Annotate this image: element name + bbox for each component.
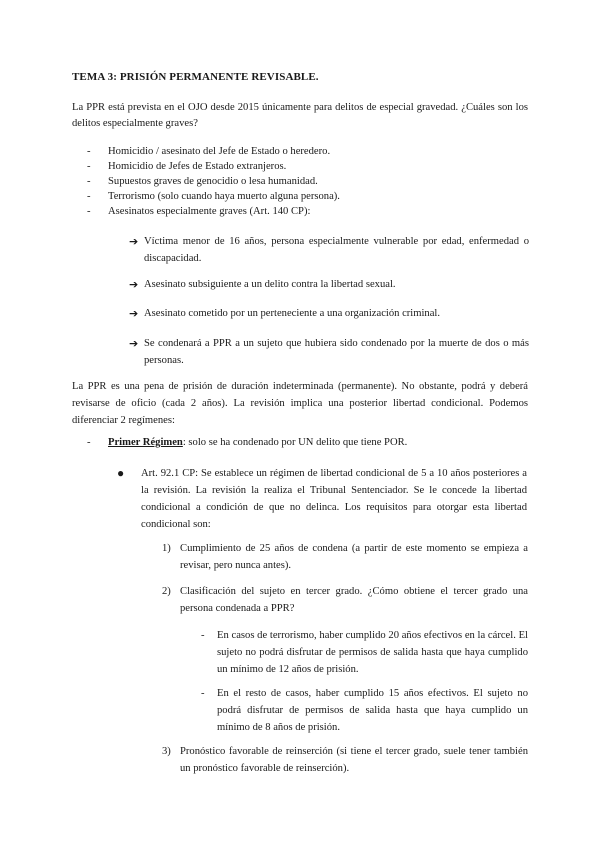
list-item xyxy=(87,144,507,159)
ppr-paragraph: La PPR es una pena de prisión de duración indeterminada (permanente). No obstante, podrá y deberá revisarse de oficio (cada 2 años). La revisión implica una posterior libertad condicional. Podemos diferenciar 2 regímenes: xyxy=(72,381,528,426)
primer-regimen xyxy=(87,437,527,448)
dash-marker: - xyxy=(87,161,91,172)
list-item-text: Asesinatos especialmente graves (Art. 140 CP): xyxy=(108,206,311,217)
requisito-item xyxy=(162,583,528,617)
requisito-number: 1) xyxy=(162,543,171,554)
list-item xyxy=(129,276,529,293)
requisito-text: Pronóstico favorable de reinserción (si tiene el tercer grado, suele tener también un pronóstico favorable de reinserción). xyxy=(180,746,528,774)
list-item xyxy=(87,159,507,174)
requisito-text: Clasificación del sujeto en tercer grado. ¿Cómo obtiene el tercer grado una persona condenada a PPR? xyxy=(180,586,528,614)
art-text: Art. 92.1 CP: Se establece un régimen de libertad condicional de 5 a 10 años posteriores a la revisión. La revisión la realiza el Tribunal Sentenciador. Se le concede la libertad condicional a condición de que no delinca. Los requisitos para otorgar esta libertad condicional son: xyxy=(141,468,527,530)
page-title: TEMA 3: PRISIÓN PERMANENTE REVISABLE. xyxy=(72,71,319,83)
dash-marker: - xyxy=(87,437,91,448)
regimen-label: Primer Régimen xyxy=(108,437,183,448)
list-item-text: Terrorismo (solo cuando haya muerto alguna persona). xyxy=(108,191,340,202)
requisito-number: 2) xyxy=(162,586,171,597)
list-item-text: Homicidio de Jefes de Estado extranjeros. xyxy=(108,161,287,172)
subcaso-text: En el resto de casos, haber cumplido 15 años efectivos. El sujeto no podrá disfrutar de permisos de salida hasta que haya cumplido un mínimo de 8 años de prisión. xyxy=(217,688,528,733)
requisito-item xyxy=(162,743,528,777)
requisito-number: 3) xyxy=(162,746,171,757)
subcaso-item xyxy=(201,685,528,736)
delitos-list xyxy=(87,144,507,219)
dash-marker: - xyxy=(87,146,91,157)
regimen-text xyxy=(108,437,407,448)
dash-marker: - xyxy=(201,630,205,641)
list-item xyxy=(129,233,529,267)
requisito-item xyxy=(162,540,528,574)
arrow-right-icon: ➔ xyxy=(129,278,139,291)
arrow-right-icon: ➔ xyxy=(129,235,139,248)
regimen-desc: : solo se ha condenado por UN delito que tiene POR. xyxy=(182,437,408,448)
list-item-text: Se condenará a PPR a un sujeto que hubiera sido condenado por la muerte de dos o más personas. xyxy=(144,338,529,366)
arrow-right-icon: ➔ xyxy=(129,337,139,350)
list-item xyxy=(87,174,507,189)
list-item-text: Asesinato cometido por un perteneciente a una organización criminal. xyxy=(144,308,441,319)
subcaso-text: En casos de terrorismo, haber cumplido 20 años efectivos en la cárcel. El sujeto no podrá disfrutar de permisos de salida hasta que haya cumplido un mínimo de 12 años de prisión. xyxy=(217,630,528,675)
requisito-text: Cumplimiento de 25 años de condena (a partir de este momento se empieza a revisar, pero nunca antes). xyxy=(180,543,528,571)
list-item xyxy=(87,189,507,204)
arrow-right-icon: ➔ xyxy=(129,307,139,320)
list-item xyxy=(87,204,507,219)
dash-marker: - xyxy=(87,206,91,217)
dash-marker: - xyxy=(87,191,91,202)
dash-marker: - xyxy=(201,688,205,699)
list-item xyxy=(129,335,529,369)
list-item-text: Homicidio / asesinato del Jefe de Estado o heredero. xyxy=(108,146,331,157)
dash-marker: - xyxy=(87,176,91,187)
list-item xyxy=(129,305,529,322)
list-item-text: Víctima menor de 16 años, persona especialmente vulnerable por edad, enfermedad o discapacidad. xyxy=(144,236,529,264)
list-item-text: Asesinato subsiguiente a un delito contra la libertad sexual. xyxy=(144,279,396,290)
bullet-icon: ● xyxy=(117,466,125,480)
art-92-1 xyxy=(117,465,527,533)
subcaso-item xyxy=(201,627,528,678)
list-item-text: Supuestos graves de genocidio o lesa humanidad. xyxy=(108,176,318,187)
intro-paragraph: La PPR está prevista en el OJO desde 2015 únicamente para delitos de especial gravedad. ¿Cuáles son los delitos especialmente graves? xyxy=(72,102,528,129)
